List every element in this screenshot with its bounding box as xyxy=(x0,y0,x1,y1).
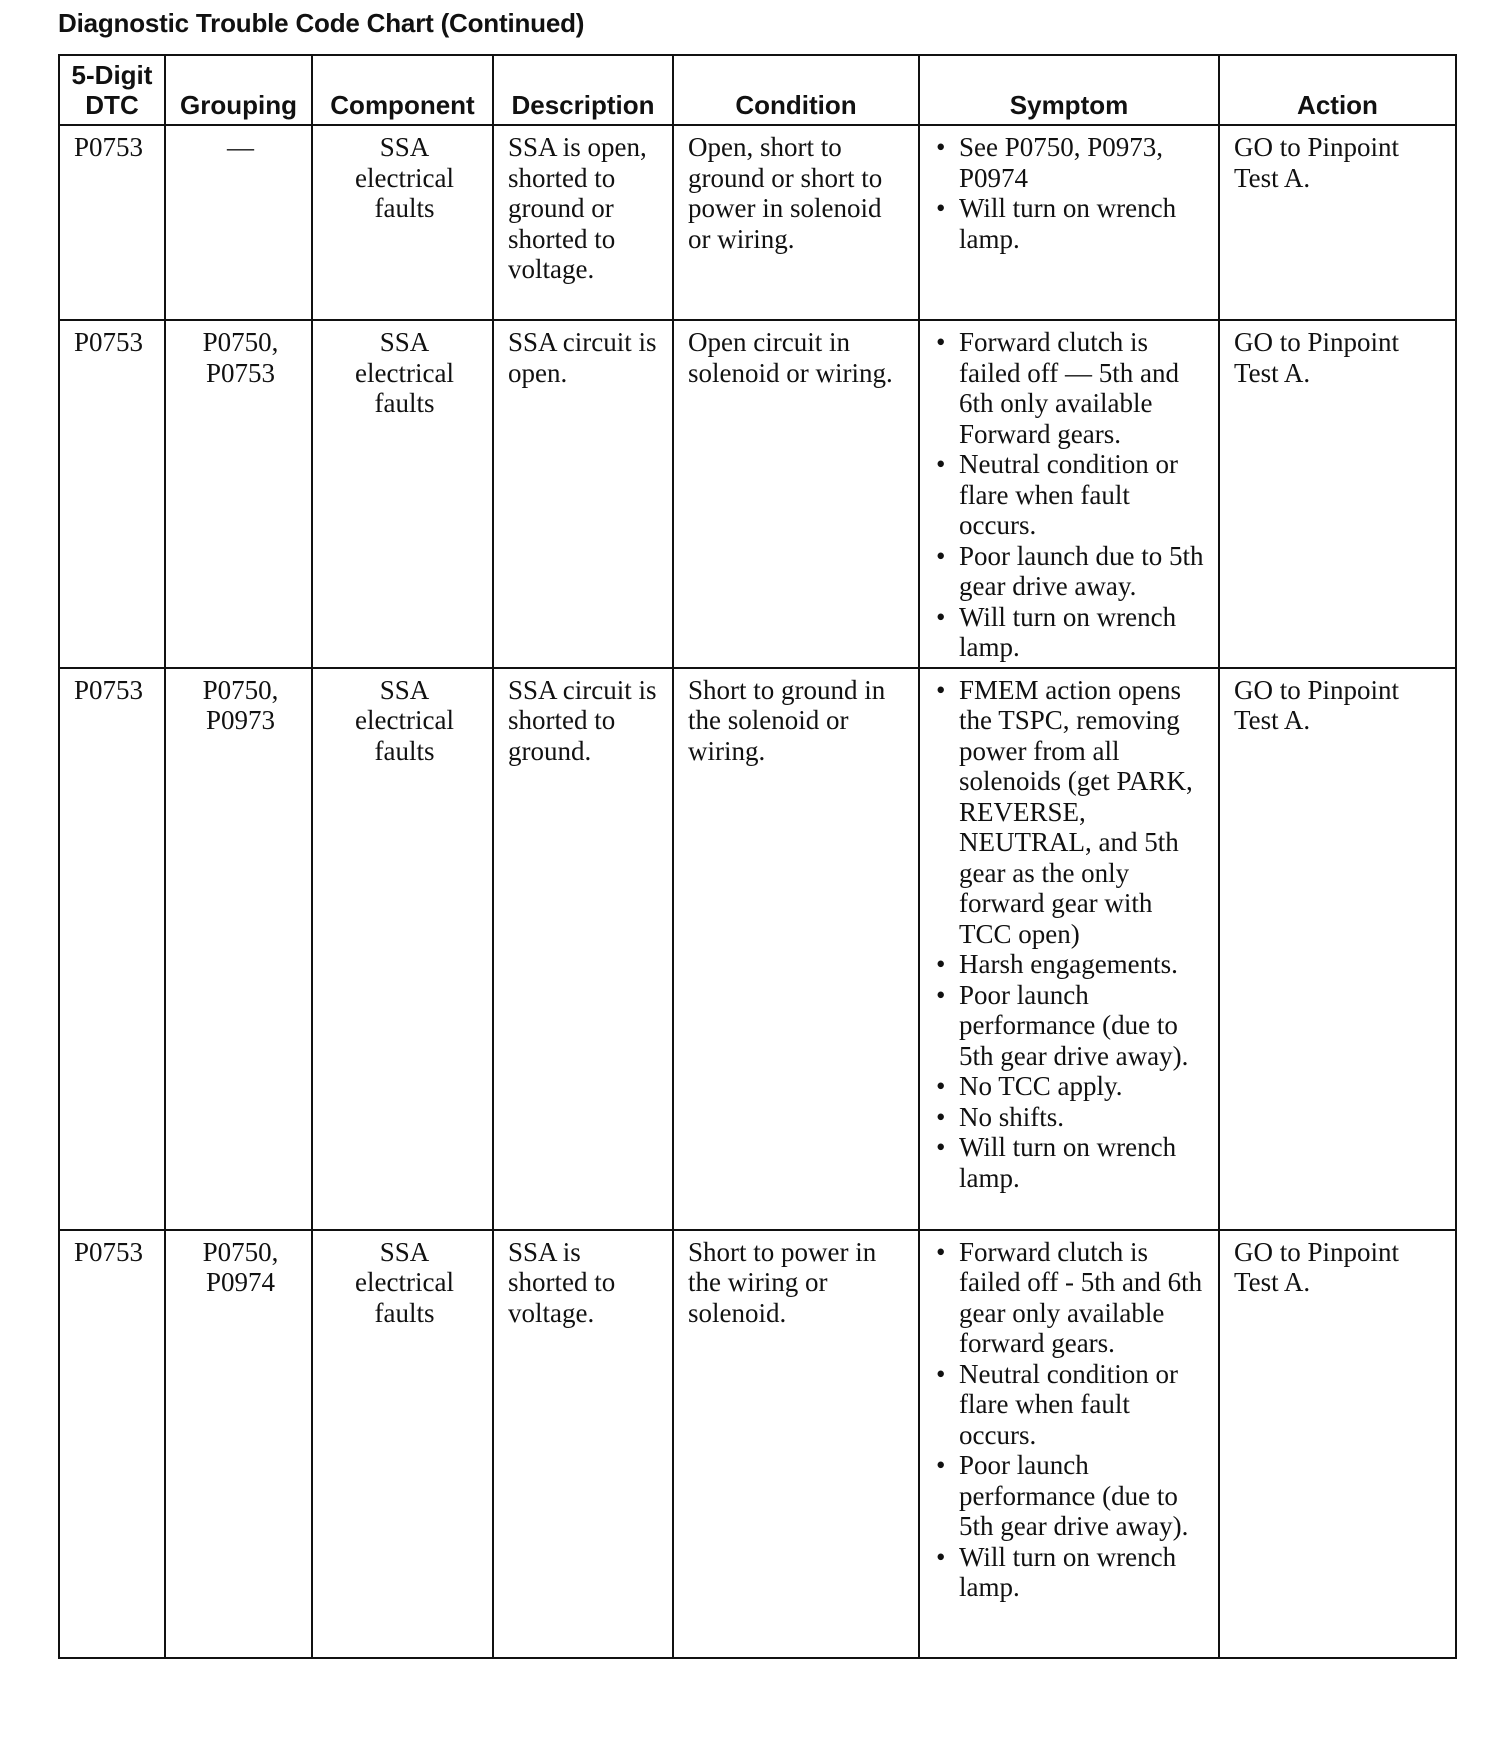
dtc-cell: P0753 xyxy=(59,320,165,668)
condition-cell: Open circuit in solenoid or wiring. xyxy=(673,320,919,668)
grouping-line: P0750, xyxy=(202,1236,279,1267)
grouping-line: — xyxy=(227,132,254,162)
description-cell: SSA is shorted to voltage. xyxy=(493,1230,673,1658)
component-cell xyxy=(312,320,493,668)
symptom-list xyxy=(934,132,1208,254)
header-action: Action xyxy=(1219,55,1456,125)
table-row xyxy=(59,668,1456,1230)
header-condition: Condition xyxy=(673,55,919,125)
grouping-cell xyxy=(165,1230,312,1658)
component-line: electrical xyxy=(355,705,454,735)
table-row xyxy=(59,125,1456,320)
action-cell: GO to Pinpoint Test A. xyxy=(1219,320,1456,668)
symptom-item: • Poor launch performance (due to 5th gear drive away). xyxy=(934,980,1208,1072)
header-dtc xyxy=(59,55,165,125)
symptom-item: • Forward clutch is failed off - 5th and 6th gear only available forward gears. xyxy=(934,1237,1208,1359)
grouping-cell xyxy=(165,668,312,1230)
component-line: faults xyxy=(374,193,435,223)
header-row xyxy=(59,55,1456,125)
description-cell: SSA circuit is open. xyxy=(493,320,673,668)
symptom-item: • Will turn on wrench lamp. xyxy=(934,1542,1208,1603)
table-row xyxy=(59,320,1456,668)
component-line: faults xyxy=(374,735,435,766)
header-dtc-line1: 5-Digit xyxy=(71,60,153,90)
header-grouping: Grouping xyxy=(165,55,312,125)
component-line: faults xyxy=(374,1297,435,1328)
condition-cell: Short to ground in the solenoid or wiring. xyxy=(673,668,919,1230)
symptom-cell xyxy=(919,1230,1219,1658)
component-line: SSA xyxy=(379,674,430,705)
symptom-item: • Harsh engagements. xyxy=(934,949,1208,980)
page-title: Diagnostic Trouble Code Chart (Continued) xyxy=(58,8,585,38)
symptom-item: • No TCC apply. xyxy=(934,1071,1208,1102)
symptom-item: • Will turn on wrench lamp. xyxy=(934,193,1208,254)
component-line: faults xyxy=(374,388,435,418)
dtc-chart-table xyxy=(58,54,1457,1659)
symptom-list xyxy=(934,1237,1208,1603)
symptom-item: • Will turn on wrench lamp. xyxy=(934,602,1208,663)
action-cell: GO to Pinpoint Test A. xyxy=(1219,125,1456,320)
header-symptom: Symptom xyxy=(919,55,1219,125)
symptom-list xyxy=(934,327,1208,663)
dtc-cell: P0753 xyxy=(59,125,165,320)
symptom-cell xyxy=(919,320,1219,668)
component-cell xyxy=(312,1230,493,1658)
component-line: electrical xyxy=(355,1267,454,1297)
symptom-item: • FMEM action opens the TSPC, removing power from all solenoids (get PARK, REVERSE, NEUTRAL, and 5th gear as the only forward gear with TCC open) xyxy=(934,675,1208,950)
symptom-item: • Will turn on wrench lamp. xyxy=(934,1132,1208,1193)
component-line: electrical xyxy=(355,162,454,193)
symptom-item: • Poor launch due to 5th gear drive away. xyxy=(934,541,1208,602)
dtc-cell: P0753 xyxy=(59,1230,165,1658)
header-dtc-line2: DTC xyxy=(85,90,139,120)
grouping-line: P0974 xyxy=(205,1267,276,1297)
dtc-cell: P0753 xyxy=(59,668,165,1230)
symptom-item: • Poor launch performance (due to 5th gear drive away). xyxy=(934,1450,1208,1542)
condition-cell: Open, short to ground or short to power in solenoid or wiring. xyxy=(673,125,919,320)
component-line: SSA xyxy=(379,1236,430,1267)
symptom-item: • Neutral condition or flare when fault occurs. xyxy=(934,1359,1208,1451)
grouping-line: P0750, xyxy=(202,327,279,357)
condition-cell: Short to power in the wiring or solenoid. xyxy=(673,1230,919,1658)
grouping-cell xyxy=(165,320,312,668)
header-description: Description xyxy=(493,55,673,125)
component-cell xyxy=(312,668,493,1230)
action-cell: GO to Pinpoint Test A. xyxy=(1219,668,1456,1230)
component-line: SSA xyxy=(379,327,430,357)
grouping-line: P0750, xyxy=(202,674,279,705)
action-cell: GO to Pinpoint Test A. xyxy=(1219,1230,1456,1658)
symptom-cell xyxy=(919,125,1219,320)
symptom-item: • No shifts. xyxy=(934,1102,1208,1133)
description-cell: SSA is open, shorted to ground or shorted to voltage. xyxy=(493,125,673,320)
symptom-item: • Forward clutch is failed off — 5th and 6th only available Forward gears. xyxy=(934,327,1208,449)
symptom-item: • Neutral condition or flare when fault occurs. xyxy=(934,449,1208,541)
grouping-cell xyxy=(165,125,312,320)
table-row xyxy=(59,1230,1456,1658)
symptom-cell xyxy=(919,668,1219,1230)
component-line: SSA xyxy=(379,132,430,162)
component-cell xyxy=(312,125,493,320)
component-line: electrical xyxy=(355,357,454,388)
grouping-line: P0753 xyxy=(205,357,276,388)
symptom-item: • See P0750, P0973, P0974 xyxy=(934,132,1208,193)
grouping-line: P0973 xyxy=(205,705,276,735)
description-cell: SSA circuit is shorted to ground. xyxy=(493,668,673,1230)
header-component: Component xyxy=(312,55,493,125)
symptom-list xyxy=(934,675,1208,1194)
